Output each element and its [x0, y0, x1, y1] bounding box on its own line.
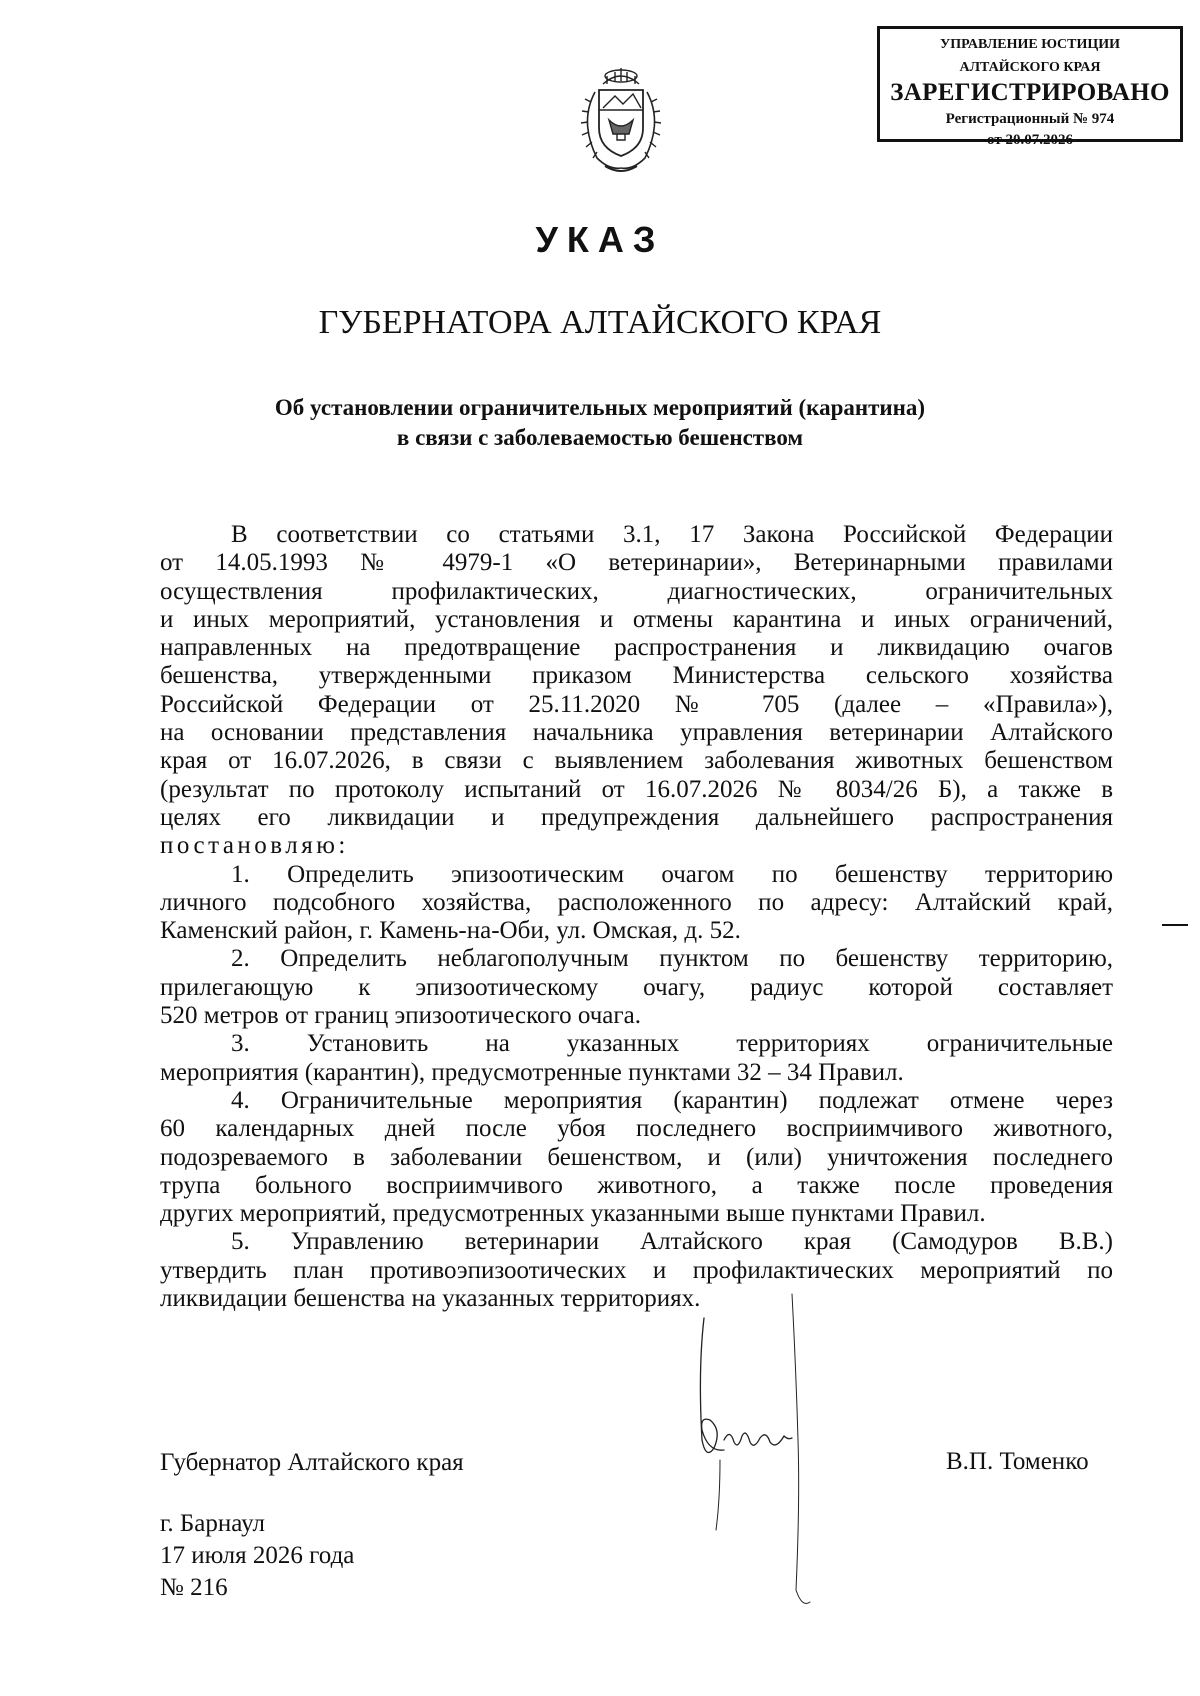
body-line: других мероприятий, предусмотренных указанными выше пунктами Правил.: [160, 1200, 986, 1228]
body-line: личного подсобного хозяйства, расположенного по адресу: Алтайский край,: [160, 888, 1113, 916]
body-line: подозреваемого в заболевании бешенством, и (или) уничтожения последнего: [160, 1143, 1113, 1171]
decree-number: № 216: [160, 1574, 228, 1601]
body-line: и иных мероприятий, установления и отмены карантина и иных ограничений,: [160, 605, 1113, 633]
stamp-org-line2: АЛТАЙСКОГО КРАЯ: [959, 60, 1101, 75]
registration-stamp: [877, 26, 1183, 148]
issue-date: 17 июля 2026 года: [160, 1542, 355, 1569]
body-line: мероприятия (карантин), предусмотренные пунктами 32 – 34 Правил.: [160, 1058, 904, 1086]
decree-issuer: ГУБЕРНАТОРА АЛТАЙСКОГО КРАЯ: [318, 304, 882, 341]
body-line: Каменский район, г. Камень-на-Оби, ул. Омская, д. 52.: [160, 917, 741, 945]
signatory-position: Губернатор Алтайского края: [160, 1449, 464, 1476]
body-line: на основании представления начальника управления ветеринарии Алтайского: [160, 719, 1113, 747]
body-line: утвердить план противоэпизоотических и профилактических мероприятий по: [160, 1256, 1113, 1284]
margin-mark: [1162, 924, 1188, 926]
issue-city: г. Барнаул: [160, 1510, 265, 1537]
body-line: (результат по протоколу испытаний от 16.07.2026 № 8034/26 Б), а также в: [160, 775, 1113, 803]
body-line: края от 16.07.2026, в связи с выявлением заболевания животных бешенством: [160, 747, 1113, 775]
coat-of-arms-icon: [567, 62, 675, 178]
stamp-reg-number: Регистрационный № 974: [945, 111, 1115, 127]
body-line: 3. Установить на указанных территориях ограничительные: [231, 1030, 1113, 1058]
body-line: осуществления профилактических, диагностических, ограничительных: [160, 577, 1113, 605]
body-line: 4. Ограничительные мероприятия (карантин) подлежат отмене через: [231, 1086, 1113, 1114]
issue-details: [160, 1508, 354, 1604]
body-line: направленных на предотвращение распространения и ликвидацию очагов: [160, 634, 1113, 662]
body-line: целях его ликвидации и предупреждения дальнейшего распространения: [160, 803, 1113, 831]
body-line: 1. Определить эпизоотическим очагом по бешенству территорию: [231, 860, 1113, 888]
body-line: ликвидации бешенства на указанных территориях.: [160, 1285, 701, 1313]
body-line: прилегающую к эпизоотическому очагу, радиус которой составляет: [160, 973, 1113, 1001]
body-line: трупа больного восприимчивого животного, а также после проведения: [160, 1171, 1113, 1199]
subject-line: в связи с заболеваемостью бешенством: [396, 425, 804, 450]
stamp-reg-date: от 20.07.2026: [987, 132, 1073, 148]
body-line: В соответствии со статьями 3.1, 17 Закона Российской Федерации: [231, 521, 1113, 548]
body-line: 5. Управлению ветеринарии Алтайского края (Самодуров В.В.): [231, 1228, 1113, 1256]
decree-body: [160, 521, 1113, 1313]
stamp-org-line1: УПРАВЛЕНИЕ ЮСТИЦИИ: [940, 37, 1120, 52]
body-line: 2. Определить неблагополучным пунктом по бешенству территорию,: [231, 945, 1113, 973]
decree-subject: [0, 393, 1200, 453]
body-line: Российской Федерации от 25.11.2020 № 705 (далее – «Правила»),: [160, 690, 1113, 718]
body-line: 60 календарных дней после убоя последнего восприимчивого животного,: [160, 1115, 1113, 1143]
decree-title: УКАЗ: [535, 219, 665, 260]
body-line: от 14.05.1993 № 4979-1 «О ветеринарии», Ветеринарными правилами: [160, 549, 1113, 577]
signatory-name: В.П. Томенко: [946, 1448, 1089, 1475]
body-line: бешенства, утвержденными приказом Министерства сельского хозяйства: [160, 662, 1113, 690]
subject-line: Об установлении ограничительных мероприятий (карантина): [274, 395, 926, 420]
handwritten-signature-icon: [680, 1290, 890, 1610]
body-line: 520 метров от границ эпизоотического очага.: [160, 1002, 641, 1030]
stamp-status: ЗАРЕГИСТРИРОВАНО: [890, 79, 1170, 106]
body-line: постановляю:: [160, 832, 349, 860]
